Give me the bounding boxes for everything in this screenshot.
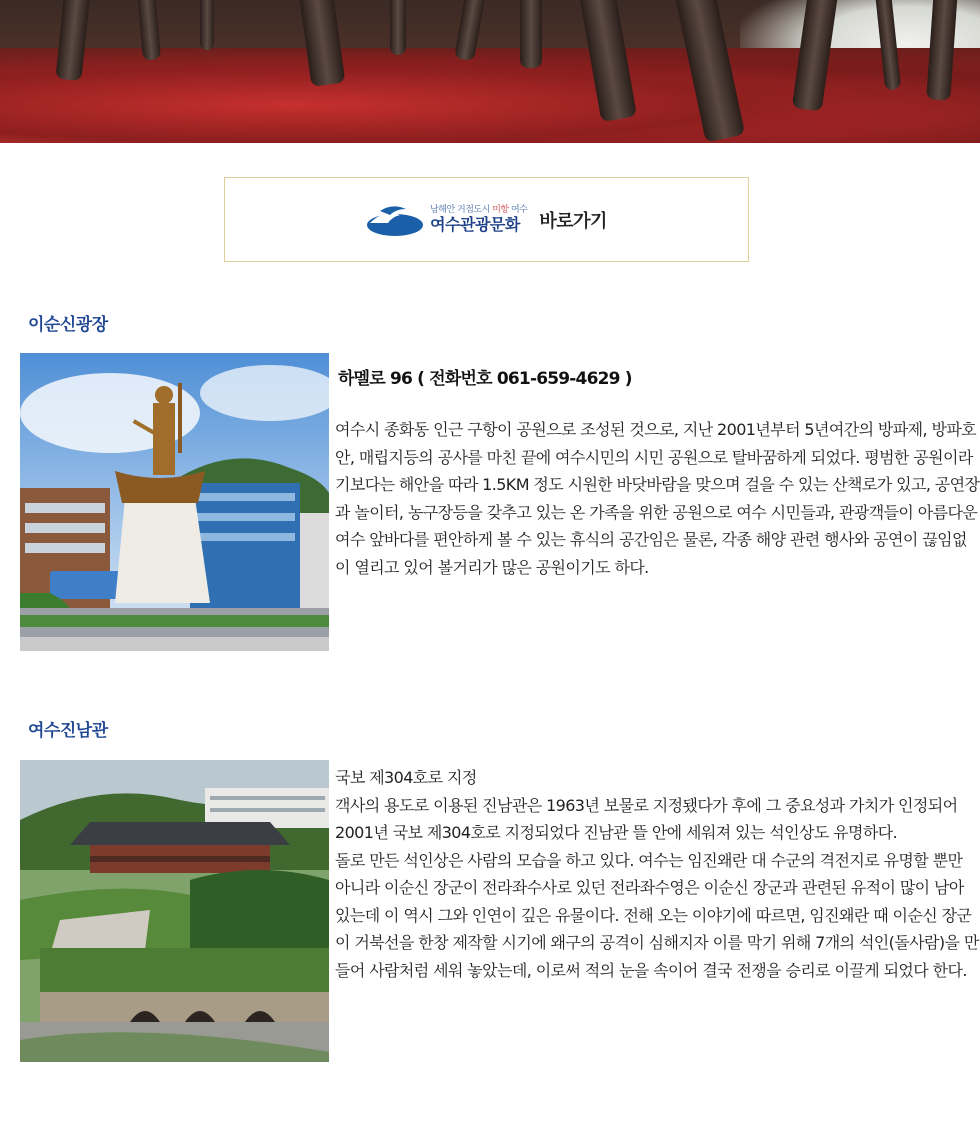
jinnamgwan-paragraph-1: 객사의 용도로 이용된 진남관은 1963년 보물로 지정됐다가 후에 그 중요성과 가치가 인정되어 2001년 국보 제304호로 지정되었다 진남관 뜰 안에 세워져 있는 석인상도 유명하다. — [335, 795, 958, 842]
jinnamgwan-designation: 국보 제304호로 지정 — [335, 768, 477, 787]
header-banner-image — [0, 0, 980, 143]
jinnamgwan-description — [335, 764, 980, 984]
yeosu-tourism-logo — [366, 203, 527, 237]
yi-sun-sin-square-address: 하멜로 96 ( 전화번호 061-659-4629 ) — [338, 369, 632, 389]
yeosu-tourism-shortcut-link[interactable] — [224, 177, 749, 262]
section-title-yi-sun-sin-square: 이순신광장 — [28, 315, 108, 335]
brand-name: 여수관광문화 — [430, 214, 520, 234]
shortcut-label: 바로가기 — [539, 210, 607, 232]
jinnamgwan-paragraph-2: 돌로 만든 석인상은 사람의 모습을 하고 있다. 여수는 임진왜란 대 수군의 격전지로 유명할 뿐만 아니라 이순신 장군이 전라좌수사로 있던 전라좌수영은 이순신 장군과 관련된 유적이 많이 남아 있는데 이 역시 그와 인연이 깊은 유물이다. 전해 오는 이야기에 따르면, 임진왜란 때 이순신 장군이 거북선을 한창 제작할 시기에 왜구의 공격이 심해지자 이를 막기 위해 7개의 석인(돌사람)을 만들어 사람처럼 세워 놓았는데, 이로써 적의 눈을 속이어 결국 전쟁을 승리로 이끌게 되었다 한다. — [335, 850, 979, 980]
yeosu-wave-logo-icon — [366, 203, 424, 237]
section-title-jinnamgwan: 여수진남관 — [28, 721, 108, 741]
yi-sun-sin-square-description: 여수시 종화동 인근 구항이 공원으로 조성된 것으로, 지난 2001년부터 5년여간의 방파제, 방파호안, 매립지등의 공사를 마친 끝에 여수시민의 시민 공원으로 탈바꿈하게 되었다. 평범한 공원이라기보다는 해안을 따라 1.5KM 정도 시원한 바닷바람을 맞으며 걸을 수 있는 산책로가 있고, 공연장과 놀이터, 농구장등을 갖추고 있는 온 가족을 위한 공원으로 여수 시민들과, 관광객들이 아름다운 여수 앞바다를 편안하게 볼 수 있는 휴식의 공간임은 물론, 각종 해양 관련 행사와 공연이 끊임없이 열리고 있어 볼거리가 많은 공원이기도 하다. — [335, 420, 980, 577]
slogan-text: 남해안 거점도시 미항 여수 — [430, 204, 528, 215]
jinnamgwan-photo — [20, 760, 329, 1062]
yi-sun-sin-statue-photo — [20, 353, 329, 651]
